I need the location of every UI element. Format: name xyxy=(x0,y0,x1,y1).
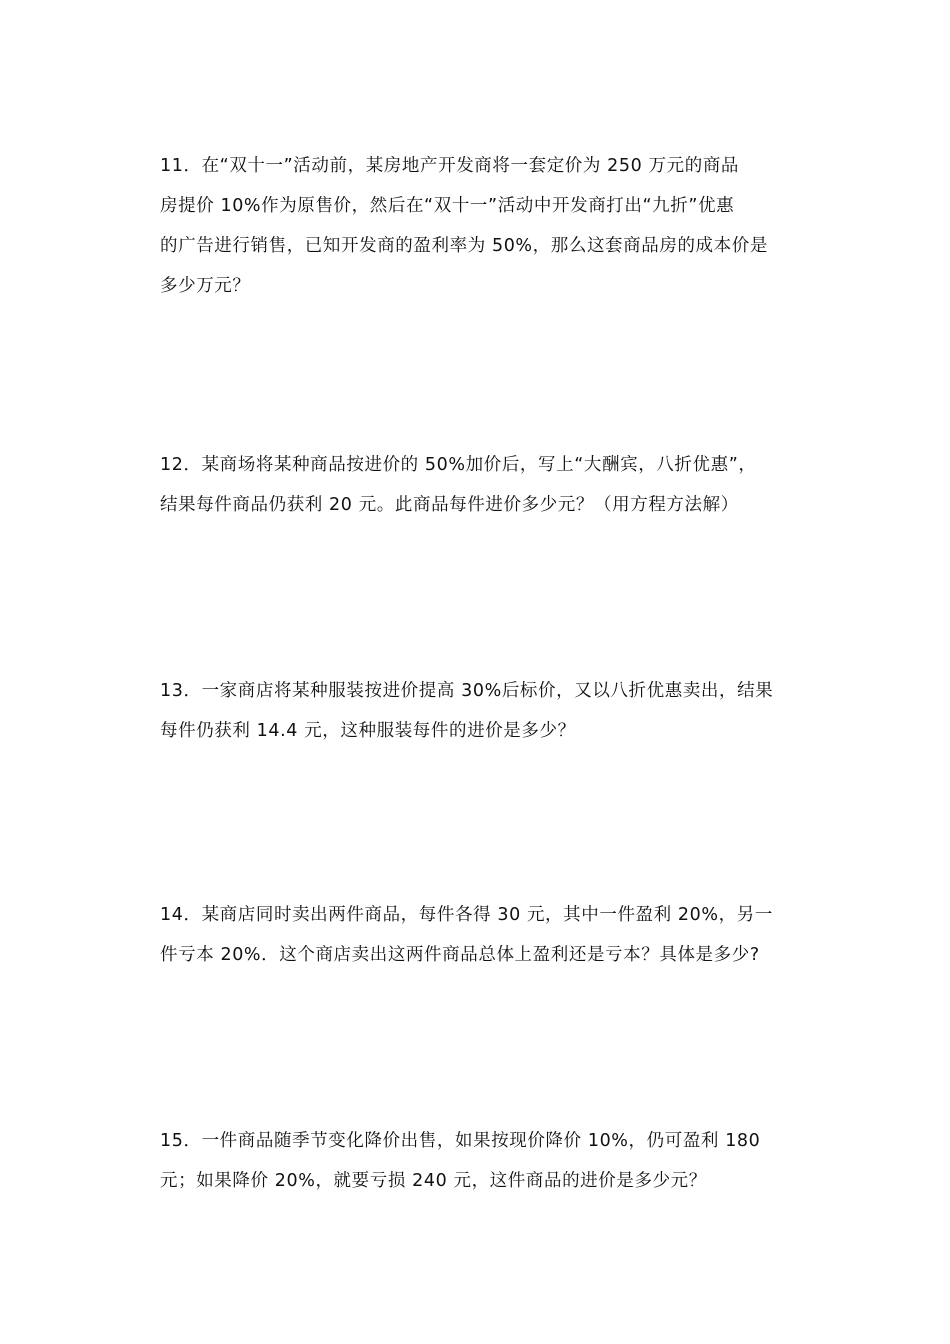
question-11 xyxy=(160,146,792,306)
question-line: 13．一家商店将某种服装按进价提高 30%后标价，又以八折优惠卖出，结果 xyxy=(160,681,774,701)
question-line: 15．一件商品随季节变化降价出售，如果按现价降价 10%，仍可盈利 180 xyxy=(160,1131,761,1151)
question-line: 结果每件商品仍获利 20 元。此商品每件进价多少元？（用方程方法解） xyxy=(160,495,739,515)
question-15 xyxy=(160,1121,792,1201)
question-line: 多少万元？ xyxy=(160,276,251,296)
question-line: 元；如果降价 20%，就要亏损 240 元，这件商品的进价是多少元？ xyxy=(160,1171,707,1191)
question-line: 房提价 10%作为原售价，然后在“双十一”活动中开发商打出“九折”优惠 xyxy=(160,196,735,216)
question-line: 每件仍获利 14.4 元，这种服装每件的进价是多少？ xyxy=(160,721,576,741)
question-line: 11．在“双十一”活动前，某房地产开发商将一套定价为 250 万元的商品 xyxy=(160,156,740,176)
question-12 xyxy=(160,445,792,525)
question-line: 12．某商场将某种商品按进价的 50%加价后，写上“大酬宾，八折优惠”， xyxy=(160,455,757,475)
question-13 xyxy=(160,671,792,751)
question-line: 的广告进行销售，已知开发商的盈利率为 50%，那么这套商品房的成本价是 xyxy=(160,236,768,256)
question-line: 14．某商店同时卖出两件商品，每件各得 30 元，其中一件盈利 20%，另一 xyxy=(160,905,773,925)
question-14 xyxy=(160,895,792,975)
question-line: 件亏本 20%．这个商店卖出这两件商品总体上盈利还是亏本？具体是多少? xyxy=(160,945,760,965)
